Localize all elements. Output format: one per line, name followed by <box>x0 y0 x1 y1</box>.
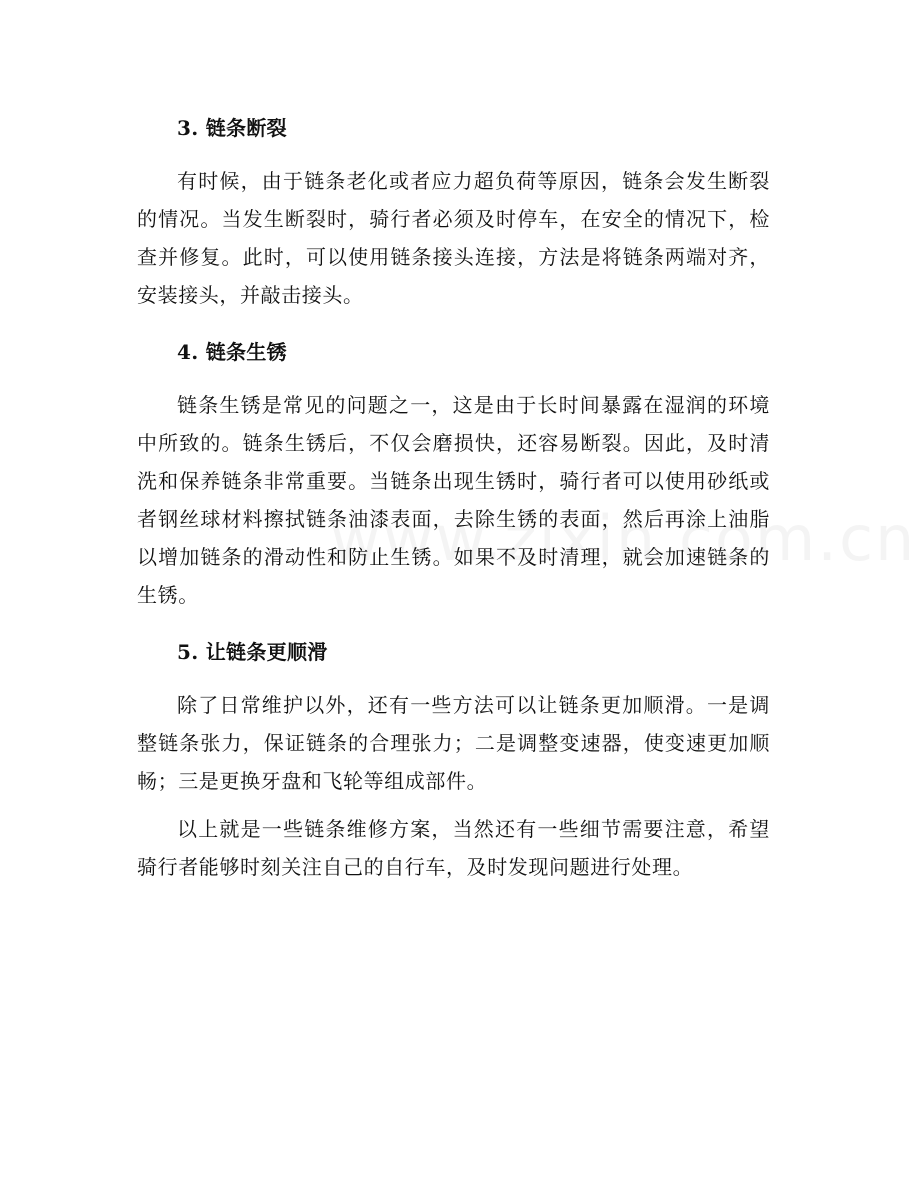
section-heading: 4. 链条生锈 <box>177 340 287 364</box>
section-chain-smooth <box>137 634 770 886</box>
section-heading: 5. 让链条更顺滑 <box>177 640 328 664</box>
section-paragraph: 链条生锈是常见的问题之一，这是由于长时间暴露在湿润的环境中所致的。链条生锈后，不仅会磨损快，还容易断裂。因此，及时清洗和保养链条非常重要。当链条出现生锈时，骑行者可以使用砂纸或者钢丝球材料擦拭链条油漆表面，去除生锈的表面，然后再涂上油脂以增加链条的滑动性和防止生锈。如果不及时清理，就会加速链条的生锈。 <box>137 393 770 607</box>
section-chain-break <box>137 110 770 334</box>
section-paragraph: 有时候，由于链条老化或者应力超负荷等原因，链条会发生断裂的情况。当发生断裂时，骑行者必须及时停车，在安全的情况下，检查并修复。此时，可以使用链条接头连接，方法是将链条两端对齐，安装接头，并敲击接头。 <box>137 169 770 307</box>
section-chain-rust <box>137 334 770 634</box>
section-heading: 3. 链条断裂 <box>177 116 287 140</box>
section-paragraph: 除了日常维护以外，还有一些方法可以让链条更加顺滑。一是调整链条张力，保证链条的合理张力；二是调整变速器，使变速更加顺畅；三是更换牙盘和飞轮等组成部件。 <box>137 693 770 793</box>
conclusion-paragraph: 以上就是一些链条维修方案，当然还有一些细节需要注意，希望骑行者能够时刻关注自己的自行车，及时发现问题进行处理。 <box>137 817 770 879</box>
document-body <box>137 110 770 886</box>
